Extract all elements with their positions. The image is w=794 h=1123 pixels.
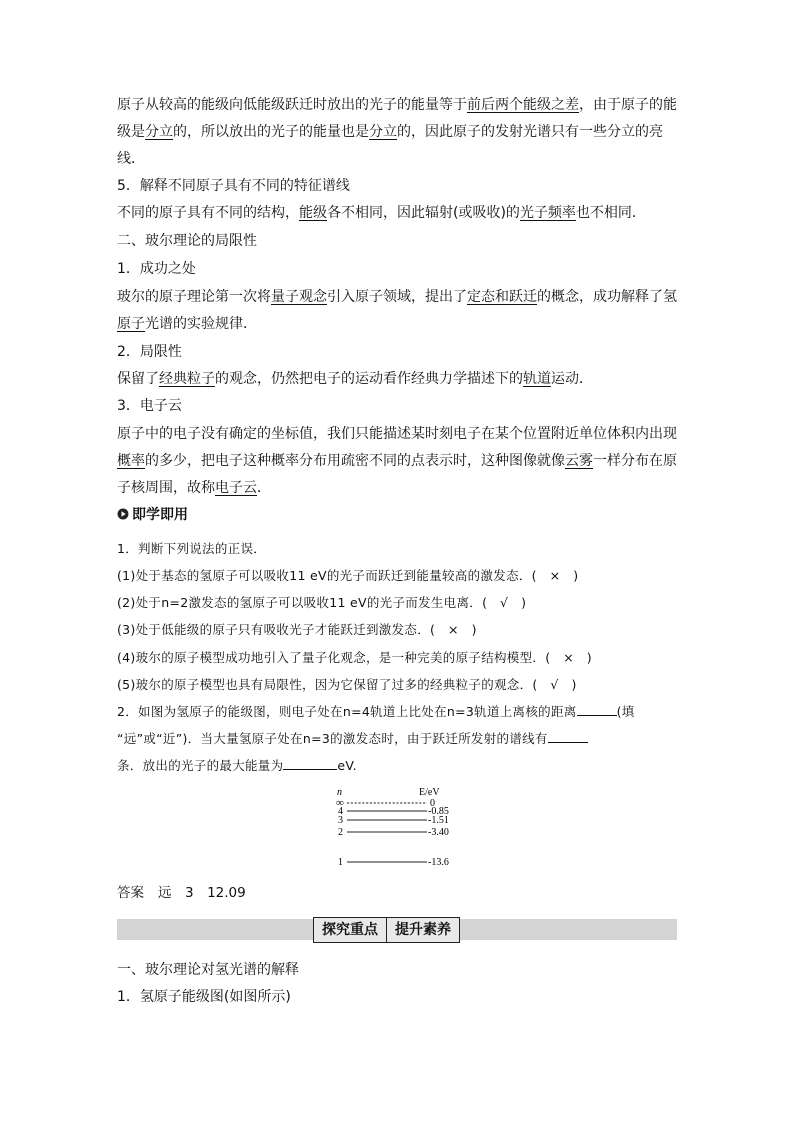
- text: 子核周围，故称: [117, 480, 215, 496]
- text: 不同的原子具有不同的结构，: [117, 205, 299, 221]
- q2-line2: [117, 726, 679, 752]
- text: 原子从较高的能级向低能级跃迁时放出的光子的能量等于: [117, 97, 467, 113]
- play-circle-icon: [117, 508, 129, 520]
- practice-label: [117, 502, 679, 528]
- section2-item3-line1: 原子中的电子没有确定的坐标值，我们只能描述某时刻电子在某个位置附近单位体积内出现: [117, 426, 677, 442]
- level-e: -0.85: [428, 806, 449, 817]
- section2-item3-heading: 3．电子云: [117, 398, 182, 414]
- text: (填: [616, 704, 635, 719]
- section2-item3-line3: [117, 475, 679, 501]
- banner-right-text: 提升素养: [395, 922, 451, 938]
- text: 的，所以放出的光子的能量也是: [173, 124, 369, 140]
- explore-heading: 一、玻尔理论对氢光谱的解释: [117, 962, 299, 978]
- q1-item: [117, 645, 679, 671]
- q1-item: [117, 590, 679, 616]
- q1-item-answer: ( × ): [531, 568, 579, 583]
- underlined-term: 前后两个能级之差: [467, 97, 579, 113]
- text: 条．放出的光子的最大能量为: [117, 758, 284, 773]
- answer-blank[interactable]: [577, 701, 617, 716]
- text: ，由于原子的能: [579, 97, 677, 113]
- section2-item1-heading: 1．成功之处: [117, 261, 196, 277]
- answer-blank[interactable]: [283, 755, 337, 770]
- text: eV.: [337, 758, 357, 773]
- answer-blank[interactable]: [548, 728, 588, 743]
- level-n: 2: [338, 827, 343, 838]
- para1-line2: [117, 119, 679, 145]
- explore-item1: 1．氢原子能级图(如图所示): [117, 989, 291, 1005]
- underlined-term: 能级: [299, 205, 327, 221]
- q1-item-text: (2)处于n=2激发态的氢原子可以吸收11 eV的光子而发生电离．: [117, 595, 483, 610]
- level-e: -3.40: [428, 827, 449, 838]
- text: 运动．: [551, 371, 593, 387]
- text: 的，因此原子的发射光谱只有一些分立的亮: [397, 124, 663, 140]
- text: ．: [257, 480, 271, 496]
- underlined-term: 经典粒子: [159, 371, 215, 387]
- energy-level-diagram: [325, 784, 475, 874]
- text: 的多少，把电子这种概率分布用疏密不同的点表示时，这种图像就像: [145, 453, 565, 469]
- text: 玻尔的原子理论第一次将: [117, 289, 271, 305]
- text: 引入原子领域，提出了: [327, 289, 467, 305]
- underlined-term: 光子频率: [519, 205, 576, 221]
- answer-values: 远 3 12.09: [158, 885, 246, 901]
- underlined-term: 云雾: [565, 453, 593, 469]
- q1-item: [117, 617, 679, 643]
- q1-title: 1．判断下列说法的正误．: [117, 541, 267, 556]
- q1-item-answer: ( × ): [545, 650, 592, 665]
- level-e: -1.51: [428, 815, 449, 826]
- level-n: 4: [338, 806, 343, 817]
- q1-item-answer: ( √ ): [482, 595, 527, 610]
- underlined-term: 原子: [117, 316, 145, 332]
- q1-item-answer: ( √ ): [532, 677, 577, 692]
- answer-label: 答案: [117, 885, 144, 901]
- text: 的概念，成功解释了氢: [537, 289, 677, 305]
- item5-text: [117, 200, 679, 226]
- underlined-term: 概率: [117, 453, 145, 469]
- item5-heading: 5．解释不同原子具有不同的特征谱线: [117, 178, 350, 194]
- underlined-term: 量子观念: [271, 289, 327, 305]
- underlined-term: 定态和跃迁: [467, 289, 537, 305]
- q1-item-answer: ( × ): [430, 622, 477, 637]
- level-n: 3: [338, 815, 343, 826]
- underlined-term: 轨道: [523, 371, 551, 387]
- q1-item: [117, 672, 679, 698]
- underlined-term: 分立: [145, 124, 173, 140]
- text: 级是: [117, 124, 145, 140]
- practice-label-text: 即学即用: [132, 507, 188, 523]
- q1-item-text: (4)玻尔的原子模型成功地引入了量子化观念，是一种完美的原子结构模型．: [117, 650, 546, 665]
- text: 的观念，仍然把电子的运动看作经典力学描述下的: [215, 371, 523, 387]
- level-n: 1: [338, 857, 343, 868]
- text: 2．如图为氢原子的能级图，则电子处在n=4轨道上比处在n=3轨道上离核的距离: [117, 704, 577, 719]
- q1-item: [117, 563, 679, 589]
- text: 也不相同．: [575, 205, 646, 221]
- text: 各不相同，因此辐射(或吸收)的: [327, 205, 520, 221]
- diagram-n-label: n: [337, 787, 342, 798]
- text: 一样分布在原: [593, 453, 677, 469]
- section2-item1-line2: [117, 311, 679, 337]
- q2-line3: [117, 753, 679, 779]
- diagram-e-label: E/eV: [419, 787, 440, 798]
- q1-item-text: (3)处于低能级的原子只有吸收光子才能跃迁到激发态．: [117, 622, 431, 637]
- underlined-term: 电子云: [215, 480, 257, 496]
- section2-item1-line1: [117, 284, 679, 310]
- level-n: ∞: [336, 797, 344, 809]
- q2-line1: [117, 699, 679, 725]
- text: 保留了: [117, 371, 159, 387]
- level-e: -13.6: [428, 857, 449, 868]
- banner-left-text: 探究重点: [322, 922, 378, 938]
- energy-level-inf: [336, 797, 435, 809]
- answer-line: [117, 880, 679, 906]
- section2-item3-line2: [117, 448, 679, 474]
- para1-line3: 线．: [117, 151, 145, 167]
- section2-heading: 二、玻尔理论的局限性: [117, 233, 257, 249]
- section2-item2-text: [117, 366, 679, 392]
- underlined-term: 分立: [369, 124, 397, 140]
- q1-item-text: (5)玻尔的原子模型也具有局限性，因为它保留了过多的经典粒子的观念．: [117, 677, 533, 692]
- para1-line1: [117, 92, 679, 118]
- section-banner-title: [313, 917, 460, 943]
- level-e: 0: [430, 798, 435, 809]
- energy-level-3: [338, 815, 449, 826]
- energy-level-2: [338, 827, 449, 838]
- energy-level-1: [338, 857, 449, 868]
- q1-item-text: (1)处于基态的氢原子可以吸收11 eV的光子而跃迁到能量较高的激发态．: [117, 568, 532, 583]
- text: 光谱的实验规律．: [145, 316, 257, 332]
- section2-item2-heading: 2．局限性: [117, 344, 182, 360]
- text: “远”或“近”)．当大量氢原子处在n=3的激发态时，由于跃迁所发射的谱线有: [117, 731, 548, 746]
